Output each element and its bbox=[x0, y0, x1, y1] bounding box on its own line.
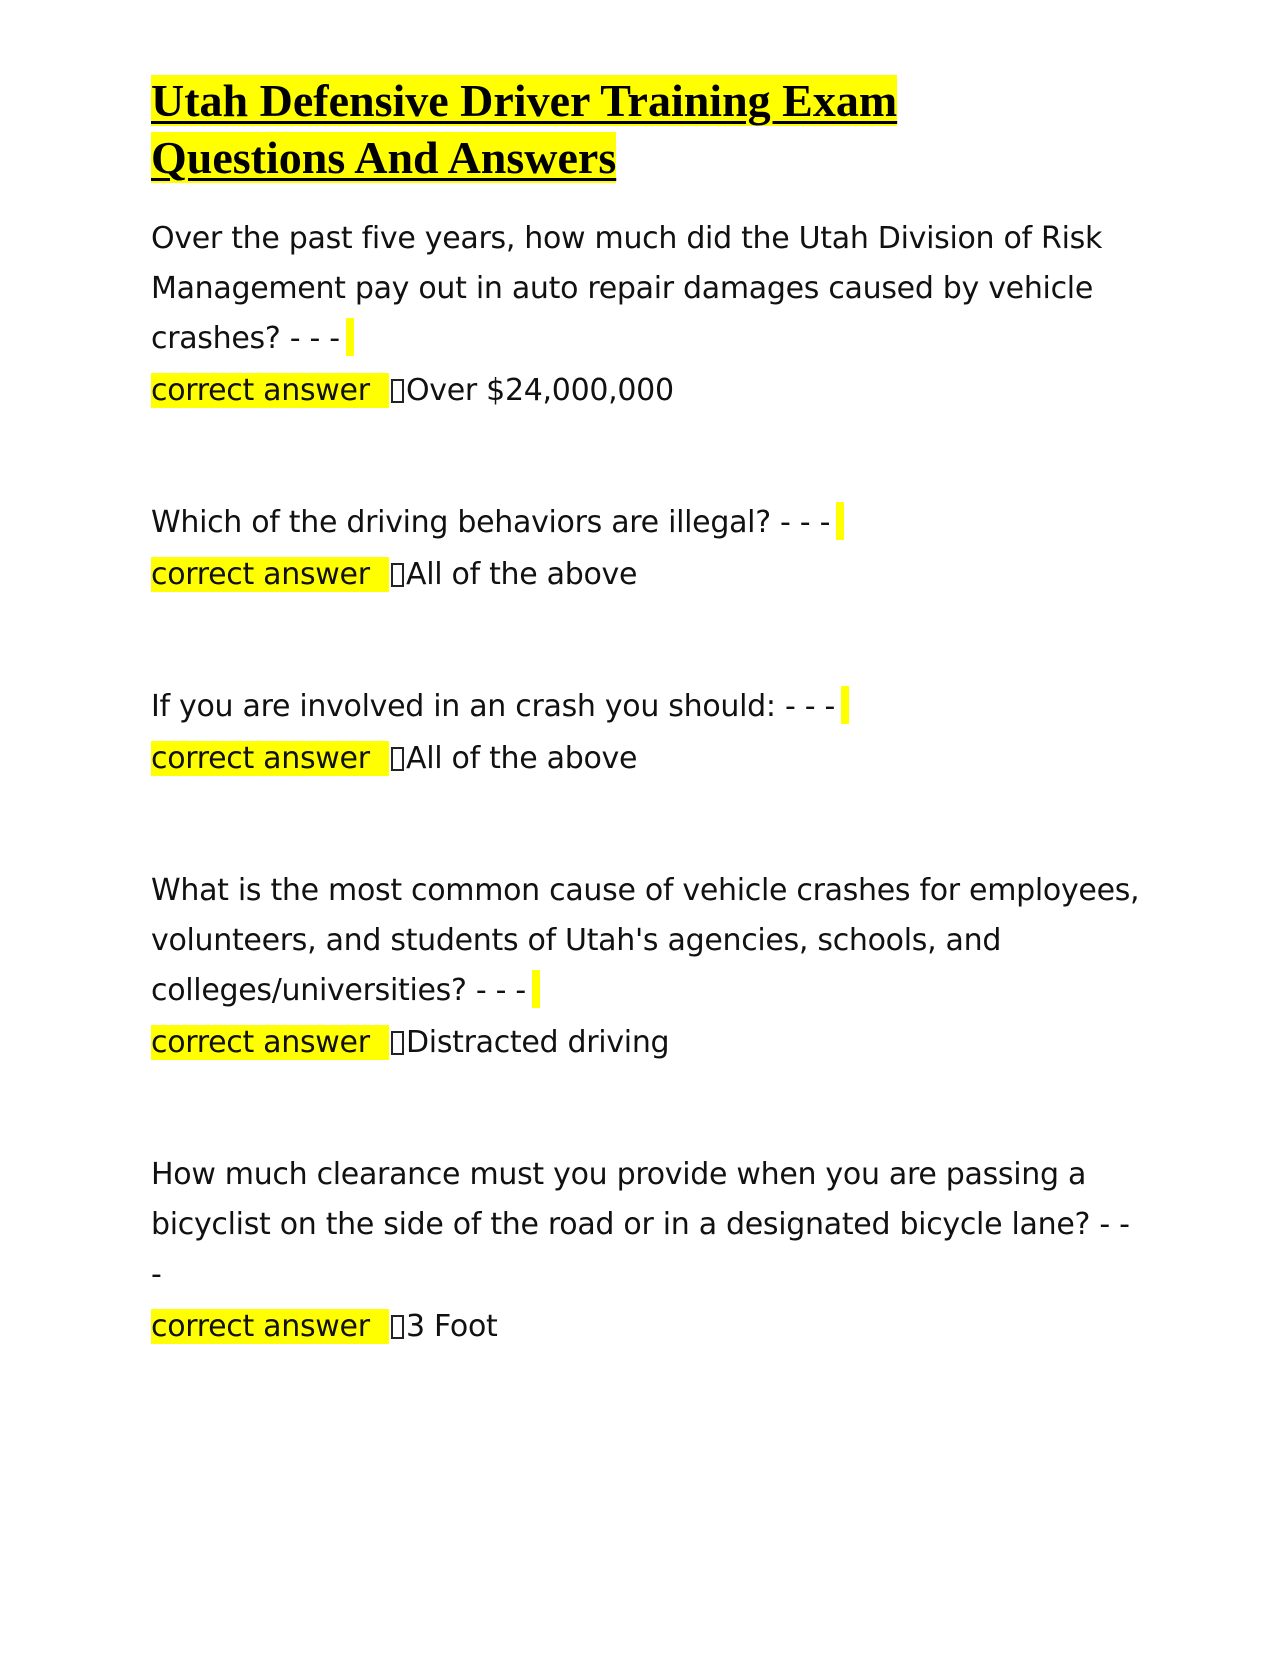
document-title bbox=[151, 72, 1141, 186]
highlight-marker bbox=[346, 318, 354, 356]
answer-label: correct answer bbox=[151, 1309, 389, 1344]
answer-text: All of the above bbox=[405, 741, 638, 776]
highlight-marker bbox=[836, 502, 844, 540]
answer-label: correct answer bbox=[151, 557, 389, 592]
answer-label: correct answer bbox=[151, 741, 389, 776]
missing-glyph-icon bbox=[391, 1315, 404, 1339]
question-text: If you are involved in an crash you should: - - - bbox=[151, 682, 1141, 732]
answer-row bbox=[151, 1300, 1141, 1354]
qa-item bbox=[151, 498, 1141, 602]
document-content bbox=[151, 72, 1141, 1354]
highlight-marker bbox=[841, 686, 849, 724]
title-line-2: Questions And Answers bbox=[151, 132, 617, 183]
answer-text: All of the above bbox=[405, 557, 638, 592]
answer-row bbox=[151, 1016, 1141, 1070]
missing-glyph-icon bbox=[391, 563, 404, 587]
qa-item bbox=[151, 682, 1141, 786]
missing-glyph-icon bbox=[391, 379, 404, 403]
answer-row bbox=[151, 364, 1141, 418]
title-line-1: Utah Defensive Driver Training Exam bbox=[151, 75, 898, 126]
answer-row bbox=[151, 548, 1141, 602]
qa-item bbox=[151, 866, 1141, 1070]
answer-text: Distracted driving bbox=[405, 1025, 670, 1060]
question-text: Over the past five years, how much did the Utah Division of Risk Management pay out in auto repair damages caused by vehicle crashes? - - - bbox=[151, 221, 1103, 356]
question-text: How much clearance must you provide when you are passing a bicyclist on the side of the road or in a designated bicycle lane? - - - bbox=[151, 1157, 1130, 1292]
qa-item bbox=[151, 1150, 1141, 1354]
answer-label: correct answer bbox=[151, 373, 389, 408]
missing-glyph-icon bbox=[391, 747, 404, 771]
qa-item bbox=[151, 214, 1141, 418]
highlight-marker bbox=[532, 970, 540, 1008]
answer-text: 3 Foot bbox=[405, 1309, 498, 1344]
answer-label: correct answer bbox=[151, 1025, 389, 1060]
question-text: What is the most common cause of vehicle crashes for employees, volunteers, and students of Utah's agencies, schools, and colleges/universities? - - - bbox=[151, 873, 1140, 1008]
answer-row bbox=[151, 732, 1141, 786]
answer-text: Over $24,000,000 bbox=[405, 373, 674, 408]
missing-glyph-icon bbox=[391, 1031, 404, 1055]
question-text: Which of the driving behaviors are illegal? - - - bbox=[151, 498, 1141, 548]
